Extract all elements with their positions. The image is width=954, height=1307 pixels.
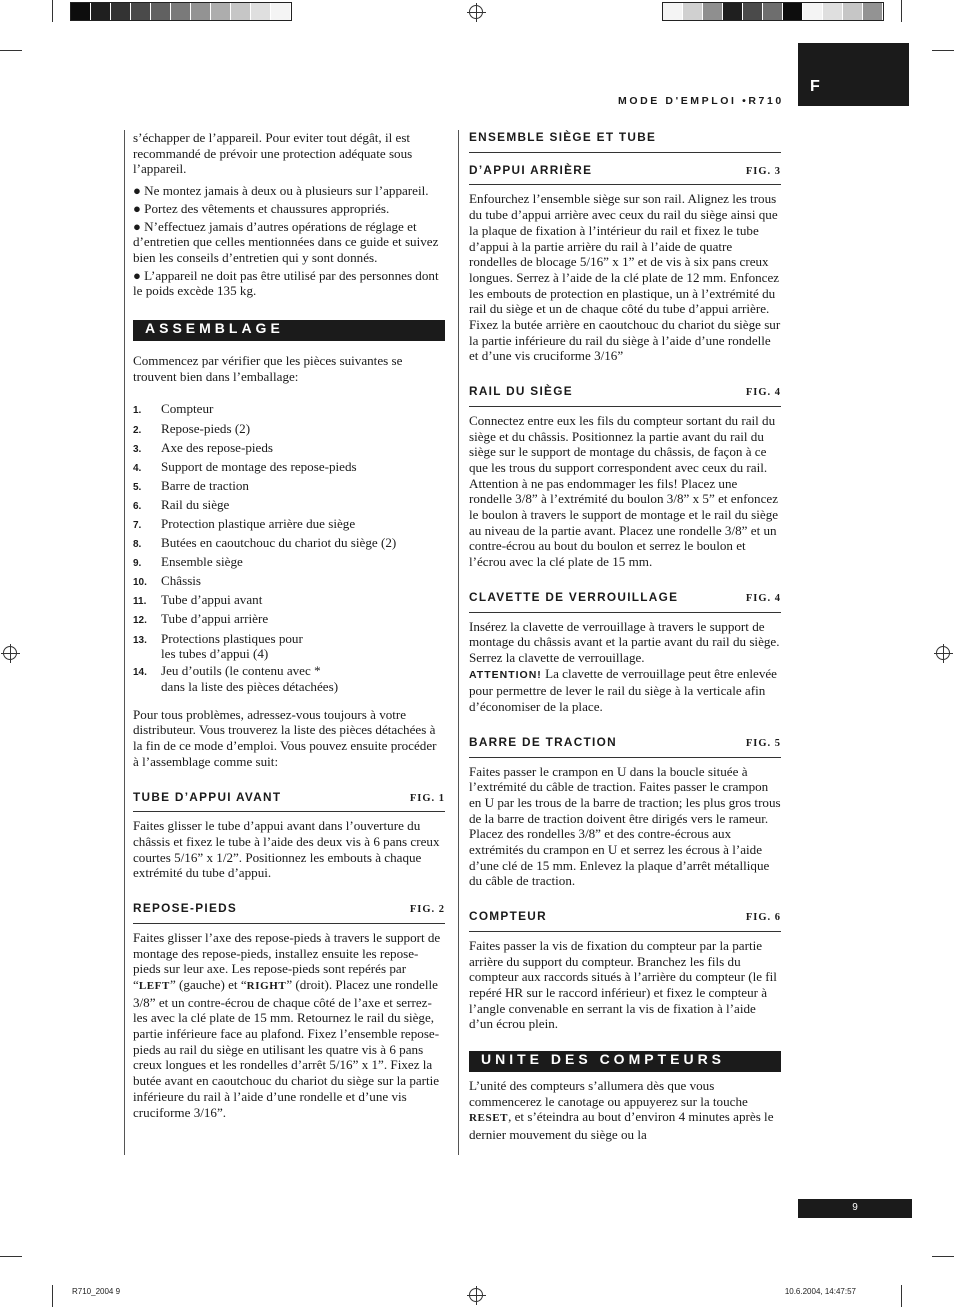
repose-pieds-text: Faites glisser l’axe des repose-pieds à travers le support de montage des repose-pieds, installez ensuite les repose-pieds sur leur axe. Les repose-pieds sont repérés par “LEFT” (gauche) et “RIGHT” (droit). Placez une rondelle 3/8” et un contre-écrou de chaque côté de l’axe et serrez-les avec la clé plate de 15 mm. Retournez le rail du siège, partie inférieure face au plafond. Fixez l’ensemble repose-pieds au rail du siège en utilisant les quatre vis à 6 pans creux longues et les rondelles d’arrêt 5/16” x 1”. Fixez la butée avant en caoutchouc du chariot du siège sur la partie inférieure du rail à l’aide d’une rondelle et d’une vis cruciforme 3/16”. [133, 929, 441, 1120]
parts-list [133, 401, 445, 694]
calibration-swatch [111, 3, 131, 20]
crop-mark [932, 1256, 954, 1257]
list-item: 5. Barre de traction [133, 477, 249, 493]
calibration-swatch [191, 3, 211, 20]
column-rule-left [124, 130, 125, 1155]
unite-heading: UNITE DES COMPTEURS [469, 1051, 781, 1072]
registration-mark-right-icon [936, 646, 950, 660]
clavette-heading [469, 590, 781, 613]
crop-mark [52, 1285, 53, 1307]
calibration-swatch [823, 3, 843, 20]
section-letter: F [810, 78, 820, 95]
crop-mark [0, 1256, 22, 1257]
calibration-swatch [271, 3, 291, 20]
tube-avant-text: Faites glisser le tube d’appui avant dans l’ouverture du châssis et fixez le tube à l’aide des deux vis à 6 pans creux courtes 5/16” x 1/2”. Positionnez les embouts à chaque extrémité du tube d’appui. [133, 818, 440, 881]
problems-text: Pour tous problèmes, adressez-vous toujours à votre distributeur. Vous trouverez la liste des pièces détachées à la fin de ce mode d’emploi. Vous pouvez ensuite procéder à l’assemblage comme suit: [133, 706, 437, 769]
calibration-swatch [151, 3, 171, 20]
safety-bullet: ● Portez des vêtements et chaussures appropriés. [133, 200, 390, 216]
registration-mark-bottom-icon [469, 1288, 483, 1302]
list-item: 1. Compteur [133, 401, 214, 417]
calibration-swatch [863, 3, 883, 20]
calibration-swatch [683, 3, 703, 20]
list-item: 11. Tube d’appui avant [133, 592, 263, 608]
list-item: 4. Support de montage des repose-pieds [133, 458, 357, 474]
section-title: TUBE D’APPUI AVANT [133, 789, 282, 804]
running-header-title: MODE D'EMPLOI •R710 [618, 95, 784, 107]
calibration-swatch [131, 3, 151, 20]
safety-bullet: ● Ne montez jamais à deux ou à plusieurs sur l’appareil. [133, 183, 429, 199]
color-calibration-bar-right [662, 2, 884, 21]
compteur-text: Faites passer la vis de fixation du compteur par la partie arrière du support du compteur. Branchez les fils du compteur aux raccords situés à l’arrière du compteur (le fil repéré HR sur le raccord inférieur) et fixez le compteur à l’angle convenable en serrant la vis de fixation à l’aide d’un écrou plein. [469, 937, 777, 1032]
calibration-swatch [251, 3, 271, 20]
assemblage-intro: Commencez par vérifier que les pièces suivantes se trouvent bien dans l’emballage: [133, 353, 403, 384]
compteur-heading [469, 909, 781, 932]
section-tab [798, 43, 909, 106]
ensemble-text: Enfourchez l’ensemble siège sur son rail. Alignez les trous du tube d’appui arrière avec ceux du rail du siège ainsi que la plaque de fixation à l’intérieur du rail et fixez le tube d’appui à la partie arrière du rail à l’aide de quatre rondelles de blocage 5/16” x 1” et de vis à six pans creux longues. Serrez à l’aide de la clé plate de 12 mm. Enfoncez les embouts de protection en plastique, un à l’extrémité du rail du siège et un de chaque côté du tube d’appui arrière. Fixez la butée arrière en caoutchouc du chariot du siège sur la partie inférieure du rail du siège à l’aide d’une rondelle et d’une vis cruciforme 3/16” [469, 191, 781, 364]
crop-mark [932, 50, 954, 51]
tube-avant-heading [133, 790, 445, 813]
section-title: BARRE DE TRACTION [469, 734, 617, 749]
figure-ref: FIG. 3 [745, 165, 781, 177]
section-title: D’APPUI ARRIÈRE [469, 162, 593, 177]
calibration-swatch [783, 3, 803, 20]
attention-label: ATTENTION! [469, 668, 542, 681]
calibration-swatch [743, 3, 763, 20]
list-item: 14. Jeu d’outils (le contenu avec * dans la liste des pièces détachées) [133, 663, 339, 695]
crop-mark [901, 0, 902, 22]
figure-ref: FIG. 2 [409, 904, 445, 916]
figure-ref: FIG. 5 [745, 737, 781, 749]
print-slug-right: 10.6.2004, 14:47:57 [784, 1287, 856, 1296]
section-title: REPOSE-PIEDS [133, 901, 238, 916]
figure-ref: FIG. 4 [745, 387, 781, 399]
registration-mark-left-icon [3, 646, 17, 660]
calibration-swatch [211, 3, 231, 20]
left-column [133, 130, 445, 1120]
ensemble-heading [469, 163, 781, 186]
barre-text: Faites passer le crampon en U dans la boucle située à l’extrémité du câble de traction. Faites passer le crampon en U par les trous de la barre de traction; les plus gros trous de la barre de traction doivent être dirigés vers le rameur. Placez des rondelles 3/8” et des contre-écrous aux extrémités du crampon en U et serrez les écrous à l’aide d’une clé de 15 mm. Enlevez la plaque d’arrêt métallique du câble de traction. [469, 763, 781, 889]
list-item: 8. Butées en caoutchouc du chariot du siège (2) [133, 535, 397, 551]
calibration-swatch [723, 3, 743, 20]
section-title: COMPTEUR [469, 909, 547, 924]
crop-mark [0, 50, 22, 51]
list-item: 10. Châssis [133, 573, 202, 589]
list-item: 6. Rail du siège [133, 496, 230, 512]
page-number: 9 [798, 1199, 912, 1218]
list-item: 2. Repose-pieds (2) [133, 420, 251, 436]
list-item: 3. Axe des repose-pieds [133, 439, 273, 455]
rail-text: Connectez entre eux les fils du compteur sortant du rail du siège et du châssis. Positionnez la partie avant du rail du siège sur le support de montage du châssis, de façon à ce que les trous du support correspondent avec ceux du rail. Attention à ne pas endommager les fils! Placez une rondelle 3/8” à l’extrémité du boulon 3/8” x 5” et enfoncez le boulon à travers le support de montage et le rail du siège au niveau de la partie avant. Placez une rondelle 3/8” et un contre-écrou au bout du boulon et serrez le boulon et l’écrou avec la clé plate de 15 mm. [469, 412, 779, 570]
calibration-swatch [803, 3, 823, 20]
calibration-swatch [763, 3, 783, 20]
calibration-swatch [71, 3, 91, 20]
list-item: 13. Protections plastiques pour les tubes d’appui (4) [133, 630, 303, 662]
calibration-swatch [231, 3, 251, 20]
registration-mark-top-icon [469, 5, 483, 19]
section-title: RAIL DU SIÈGE [469, 384, 573, 399]
figure-ref: FIG. 4 [745, 592, 781, 604]
calibration-swatch [663, 3, 683, 20]
calibration-swatch [171, 3, 191, 20]
ensemble-heading-line1: ENSEMBLE SIÈGE ET TUBE [469, 130, 781, 153]
section-title: CLAVETTE DE VERROUILLAGE [469, 589, 679, 604]
unite-text: L’unité des compteurs s’allumera dès que vous commencerez le canotage ou appuyerez sur la touche RESET, et s’éteindra au bout d’environ 4 minutes après le dernier mouvement du siège ou la [469, 1078, 774, 1143]
assemblage-heading: ASSEMBLAGE [133, 320, 445, 341]
calibration-swatch [703, 3, 723, 20]
print-slug-left: R710_2004 9 [72, 1287, 121, 1296]
safety-bullet: ● N’effectuez jamais d’autres opérations de réglage et d’entretien que celles mentionnées dans ce guide et suivez bien les conseils d’entretien qui y sont donnés. [133, 218, 439, 265]
calibration-swatch [91, 3, 111, 20]
clavette-attention: ATTENTION! La clavette de verrouillage peut être enlevée pour permettre de lever le rail du siège à la verticale afin d’économiser de la place. [469, 665, 777, 715]
intro-continuation: s’échapper de l’appareil. Pour eviter tout dégât, il est recommandé de prévoir une protection adéquate sous l’appareil. [133, 130, 413, 177]
right-column [469, 130, 781, 1143]
figure-ref: FIG. 6 [745, 912, 781, 924]
calibration-swatch [843, 3, 863, 20]
safety-bullet: ● L’appareil ne doit pas être utilisé par des personnes dont le poids excède 135 kg. [133, 267, 439, 299]
list-item: 9. Ensemble siège [133, 554, 243, 570]
column-rule-right [458, 130, 459, 1155]
color-calibration-bar-left [70, 2, 292, 21]
rail-heading [469, 384, 781, 407]
crop-mark [52, 0, 53, 22]
figure-ref: FIG. 1 [409, 792, 445, 804]
crop-mark [901, 1285, 902, 1307]
list-item: 7. Protection plastique arrière due siège [133, 516, 356, 531]
repose-pieds-heading [133, 901, 445, 924]
list-item: 12. Tube d’appui arrière [133, 611, 269, 627]
barre-heading [469, 735, 781, 758]
clavette-text: Insérez la clavette de verrouillage à travers le support de montage du châssis avant et la partie avant du rail du siège. Serrez la clavette de verrouillage. [469, 618, 780, 665]
